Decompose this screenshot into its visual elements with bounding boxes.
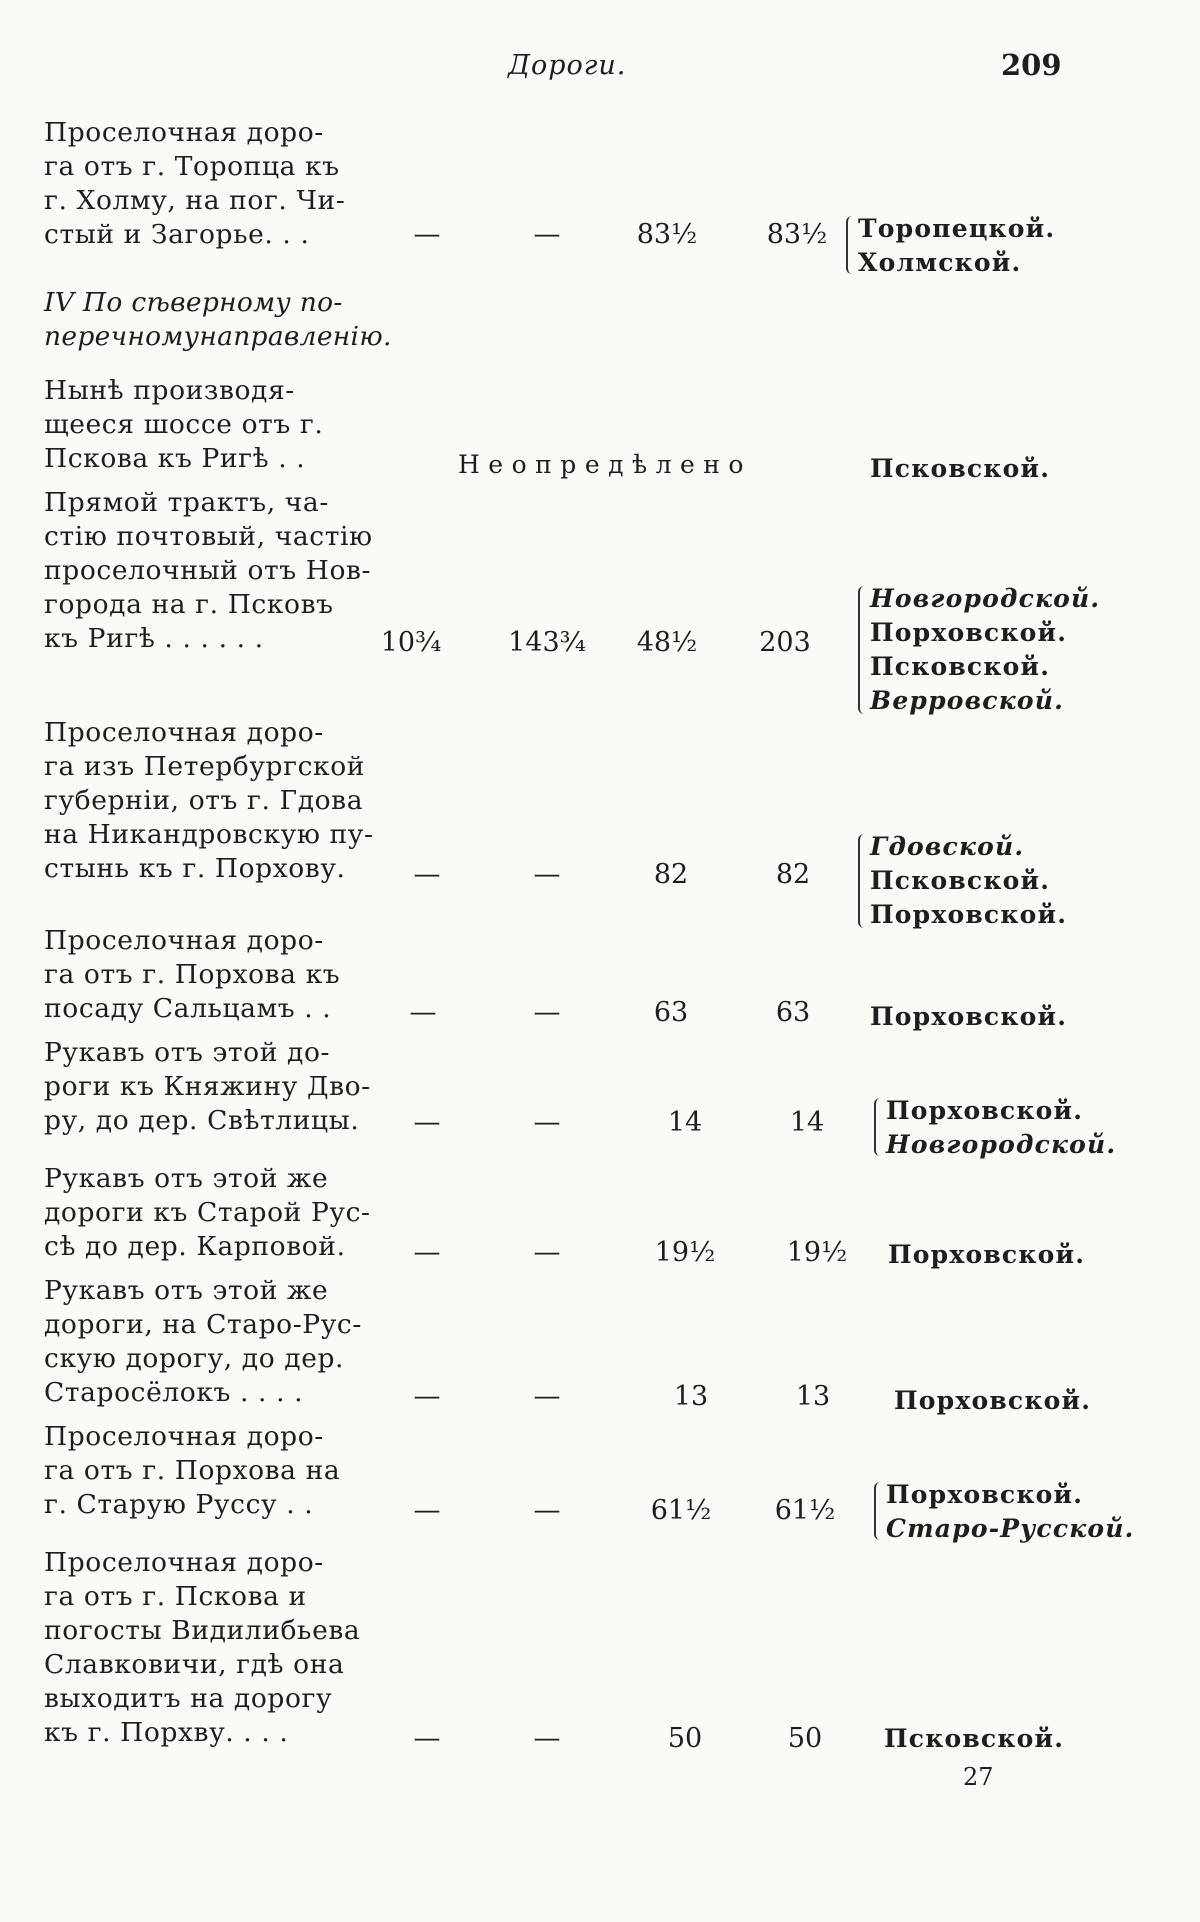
running-header-title: Дороги.	[508, 50, 627, 81]
undetermined-distance: Неопредѣлено	[458, 450, 752, 479]
road-description: Нынѣ производя- щееся шоссе отъ г. Пскова къ Ригѣ . .	[44, 375, 324, 474]
distance-total: 14	[789, 1107, 825, 1138]
distance-col1: —	[413, 1381, 441, 1412]
distance-col1: —	[413, 1237, 441, 1268]
district: Порховской.	[888, 1240, 1086, 1269]
distance-col2: —	[533, 859, 561, 890]
district: Псковской.	[870, 866, 1051, 895]
district: Порховской.	[886, 1480, 1084, 1509]
distance-col2: —	[533, 997, 561, 1028]
district-list	[888, 1238, 1085, 1272]
district: Старо-Русской.	[886, 1514, 1135, 1543]
brace-mark	[858, 586, 867, 714]
distance-total: 203	[759, 627, 811, 658]
district: Порховской.	[870, 900, 1068, 929]
distance-col3: 14	[667, 1107, 703, 1138]
district-list	[894, 1384, 1091, 1418]
district-list	[858, 212, 1055, 280]
brace-mark	[846, 216, 855, 274]
distance-col1: 10¾	[380, 627, 442, 658]
district: Порховской.	[870, 618, 1068, 647]
district: Торопецкой.	[858, 214, 1056, 243]
road-description: Рукавъ отъ этой же дороги къ Старой Рус- сѣ до дер. Карповой.	[44, 1163, 371, 1262]
district: Порховской.	[886, 1096, 1084, 1125]
district: Порховской.	[894, 1386, 1092, 1415]
distance-col2: —	[533, 1107, 561, 1138]
distance-col3: 50	[667, 1723, 703, 1754]
distance-total: 82	[775, 859, 811, 890]
district-list	[886, 1094, 1116, 1162]
distance-total: 13	[795, 1381, 831, 1412]
district-list	[870, 582, 1100, 718]
brace-mark	[874, 1482, 883, 1540]
distance-col1: —	[413, 219, 441, 250]
distance-total: 63	[775, 997, 811, 1028]
district: Псковской.	[870, 454, 1051, 483]
road-description: Проселочная доро- га отъ г. Пскова и погосты Видилибьева Славковичи, гдѣ она выходитъ на дорогу къ г. Порхву. . . .	[44, 1547, 361, 1748]
distance-col3: 48½	[636, 627, 698, 658]
section-heading: IV По сѣверному по- перечномунаправленію.	[44, 287, 392, 352]
distance-col2: —	[533, 1495, 561, 1526]
district-list	[870, 830, 1067, 932]
distance-col2: —	[533, 1237, 561, 1268]
road-description: Проселочная доро- га изъ Петербургской губерніи, отъ г. Гдова на Никандровскую пу- стынь къ г. Порхову.	[44, 717, 374, 884]
distance-col3: 83½	[636, 219, 698, 250]
road-description: Рукавъ отъ этой до- роги къ Княжину Дво- ру, до дер. Свѣтлицы.	[44, 1037, 371, 1136]
distance-col2: —	[533, 219, 561, 250]
distance-col3: 61½	[650, 1495, 712, 1526]
district: Холмской.	[858, 248, 1022, 277]
distance-col2: —	[533, 1381, 561, 1412]
distance-total: 19½	[786, 1237, 848, 1268]
distance-col1: —	[413, 1723, 441, 1754]
district: Верровской.	[870, 686, 1064, 715]
brace-mark	[874, 1098, 883, 1156]
distance-col1: —	[413, 1107, 441, 1138]
district: Порховской.	[870, 1002, 1068, 1031]
brace-mark	[858, 834, 867, 928]
distance-col1: —	[413, 859, 441, 890]
distance-total: 50	[787, 1723, 823, 1754]
signature-mark: 27	[963, 1763, 994, 1791]
district: Псковской.	[884, 1724, 1065, 1753]
district-list	[884, 1722, 1064, 1756]
district: Псковской.	[870, 652, 1051, 681]
distance-col3: 82	[653, 859, 689, 890]
distance-col3: 13	[673, 1381, 709, 1412]
distance-col2: 143¾	[508, 627, 586, 658]
road-description: Проселочная доро- га отъ г. Порхова къ посаду Сальцамъ . .	[44, 925, 341, 1024]
distance-total: 83½	[766, 219, 828, 250]
distance-col3: 63	[653, 997, 689, 1028]
district: Новгородской.	[870, 584, 1101, 613]
district: Новгородской.	[886, 1130, 1117, 1159]
distance-col1: —	[409, 997, 437, 1028]
road-description: Проселочная доро- га отъ г. Торопца къ г. Холму, на пог. Чи- стый и Загорье. . .	[44, 117, 346, 250]
district-list	[870, 1000, 1067, 1034]
road-description: Прямой трактъ, ча- стію почтовый, частію проселочный отъ Нов- города на г. Псковъ къ Ригѣ . . . . . .	[44, 487, 373, 654]
district: Гдовской.	[870, 832, 1025, 861]
district-list	[870, 452, 1050, 486]
distance-col2: —	[533, 1723, 561, 1754]
district-list	[886, 1478, 1135, 1546]
distance-col1: —	[413, 1495, 441, 1526]
road-description: Рукавъ отъ этой же дороги, на Старо-Рус- скую дорогу, до дер. Старосёлокъ . . . .	[44, 1275, 362, 1408]
page-number: 209	[1001, 48, 1062, 82]
distance-col3: 19½	[654, 1237, 716, 1268]
distance-total: 61½	[774, 1495, 836, 1526]
road-description: Проселочная доро- га отъ г. Порхова на г. Старую Руссу . .	[44, 1421, 341, 1520]
